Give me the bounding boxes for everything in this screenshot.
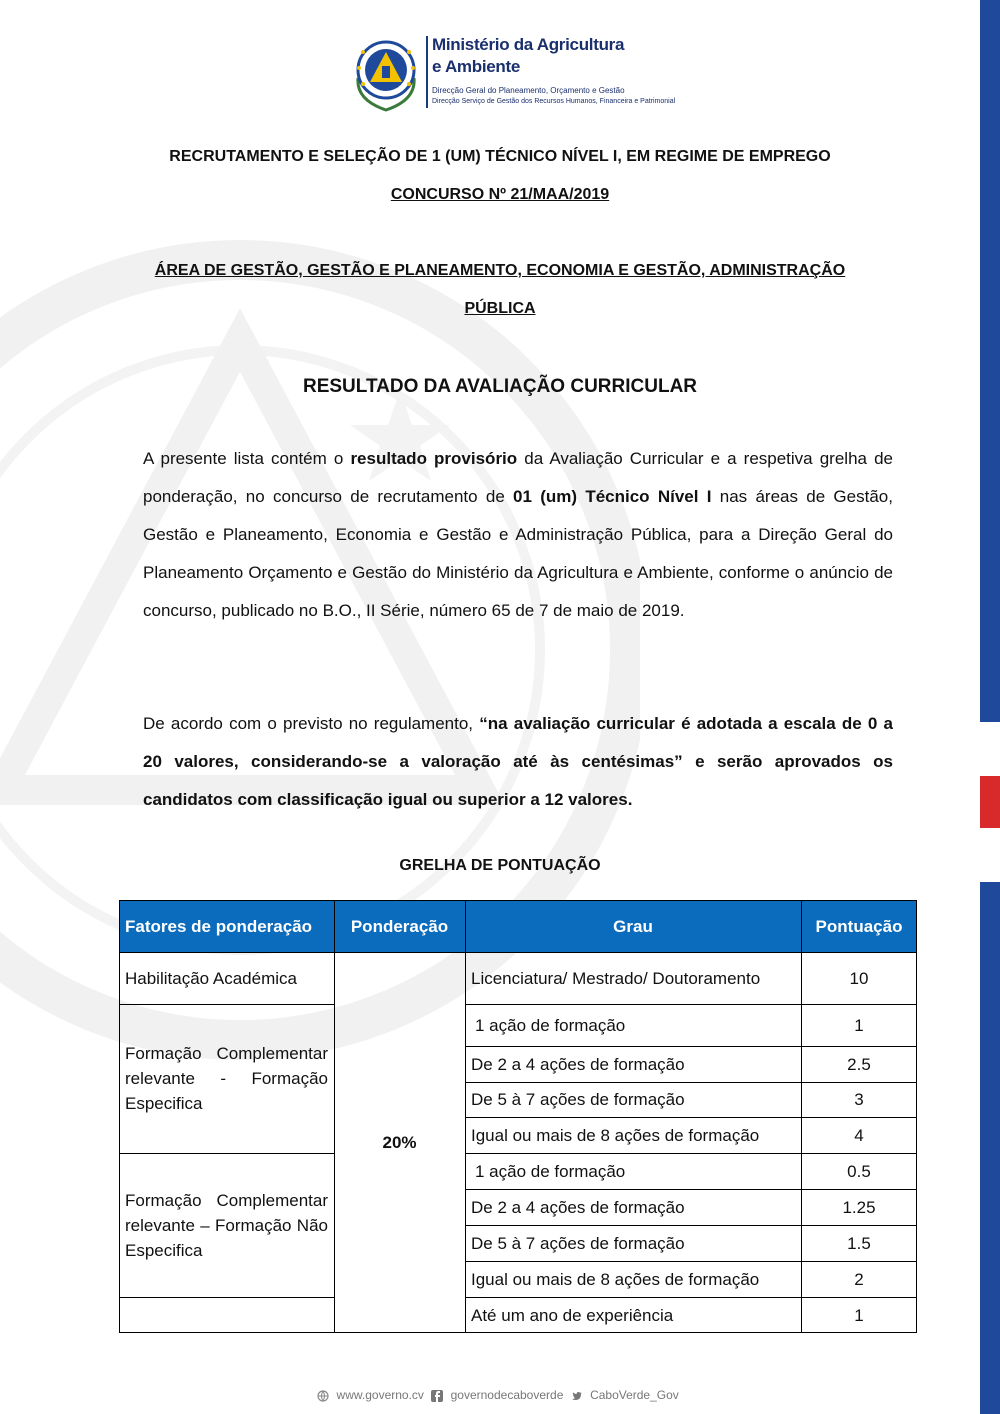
score-row-5: 4 xyxy=(854,1125,864,1145)
grid-line xyxy=(465,1046,917,1047)
regulation-paragraph: De acordo com o previsto no regulamento, “na avaliação curricular é adotada a escala de 0 a 20 valores, considerando-se a valoração até às centésimas” e serão aprovados os candidatos com classificação igual ou superior a 12 valores. xyxy=(143,714,893,809)
factor-experience xyxy=(119,1297,334,1333)
grid-line xyxy=(119,1004,334,1005)
grade-row-10: Até um ano de experiência xyxy=(471,1305,674,1325)
header-weight: Ponderação xyxy=(334,900,465,952)
area-title-line-2: PÚBLICA xyxy=(464,300,536,317)
score-row-2: 1 xyxy=(854,1015,864,1035)
score-row-8: 1.5 xyxy=(847,1233,871,1253)
grid-line xyxy=(465,1117,917,1118)
department-line-2: Direcção Serviço de Gestão dos Recursos Humanos, Financeira e Patrimonial xyxy=(432,98,676,105)
grade-row-7: De 2 a 4 ações de formação xyxy=(471,1197,685,1217)
footer-links xyxy=(0,1388,1000,1402)
grid-line xyxy=(119,1332,917,1333)
grade-row-3: De 2 a 4 ações de formação xyxy=(471,1054,685,1074)
globe-icon xyxy=(317,1390,329,1402)
header-score: Pontuação xyxy=(801,900,917,952)
side-bar-red xyxy=(980,776,1000,828)
side-bar-blue-bottom xyxy=(980,882,1000,1414)
grid-line xyxy=(119,952,917,953)
score-row-4: 3 xyxy=(854,1090,864,1109)
score-row-10: 1 xyxy=(854,1305,864,1325)
coat-of-arms-icon xyxy=(350,30,422,112)
score-row-9: 2 xyxy=(854,1269,864,1289)
grade-row-6: 1 ação de formação xyxy=(475,1161,626,1181)
grid-line xyxy=(334,900,335,1333)
grade-row-9: Igual ou mais de 8 ações de formação xyxy=(471,1269,760,1289)
ministry-logo xyxy=(350,30,690,120)
grid-line xyxy=(465,1297,917,1298)
score-row-1: 10 xyxy=(849,968,869,988)
grid-title: GRELHA DE PONTUAÇÃO xyxy=(399,857,601,874)
factor-nonspecific-training: Formação Complementar relevante – Formação Não Especifica xyxy=(125,1190,328,1260)
grade-row-5: Igual ou mais de 8 ações de formação xyxy=(471,1125,760,1145)
grade-row-4: De 5 à 7 ações de formação xyxy=(471,1090,685,1109)
website-link[interactable]: www.governo.cv xyxy=(336,1388,424,1402)
score-row-6: 0.5 xyxy=(847,1161,871,1181)
grid-line xyxy=(119,900,120,1333)
facebook-link[interactable]: governodecaboverde xyxy=(450,1388,564,1402)
header-factors: Fatores de ponderação xyxy=(119,900,334,952)
score-row-3: 2.5 xyxy=(847,1054,871,1074)
contest-number: CONCURSO Nº 21/MAA/2019 xyxy=(390,186,610,203)
grid-line xyxy=(465,1004,917,1005)
twitter-icon xyxy=(571,1390,583,1402)
grid-line xyxy=(119,1153,334,1154)
header-grade: Grau xyxy=(465,900,801,952)
twitter-link[interactable]: CaboVerde_Gov xyxy=(590,1388,679,1402)
scoring-table xyxy=(119,900,917,1333)
grid-line xyxy=(119,900,917,901)
side-bar-blue-top xyxy=(980,0,1000,722)
recruitment-title: RECRUTAMENTO E SELEÇÃO DE 1 (UM) TÉCNICO NÍVEL I, EM REGIME DE EMPREGO xyxy=(169,148,831,165)
result-heading: RESULTADO DA AVALIAÇÃO CURRICULAR xyxy=(302,376,698,397)
grid-line xyxy=(465,1225,917,1226)
factor-academic: Habilitação Académica xyxy=(125,968,297,988)
grade-row-1: Licenciatura/ Mestrado/ Doutoramento xyxy=(471,968,761,988)
grid-line xyxy=(465,1153,917,1154)
ministry-name: Ministério da Agricultura e Ambiente xyxy=(432,35,625,76)
grid-line xyxy=(465,1261,917,1262)
grade-row-2: 1 ação de formação xyxy=(475,1015,626,1035)
weight-value: 20% xyxy=(382,1133,417,1152)
grid-line xyxy=(119,1297,334,1298)
intro-paragraph: A presente lista contém o resultado provisório da Avaliação Curricular e a respetiva grelha de ponderação, no concurso de recrutamento de 01 (um) Técnico Nível I nas áreas de Gestão, Gestão e Planeamento, Economia e Gestão e Administração Pública, para a Direção Geral do Planeamento Orçamento e Gestão do Ministério da Agricultura e Ambiente, conforme o anúncio de concurso, publicado no B.O., II Série, número 65 de 7 de maio de 2019. xyxy=(143,449,893,620)
logo-divider xyxy=(426,36,428,108)
grid-line xyxy=(465,1082,917,1083)
department-line-1: Direcção Geral do Planeamento, Orçamento e Gestão xyxy=(432,86,625,95)
grid-line xyxy=(465,1189,917,1190)
facebook-icon xyxy=(431,1390,443,1402)
area-title-line-1: ÁREA DE GESTÃO, GESTÃO E PLANEAMENTO, ECONOMIA E GESTÃO, ADMINISTRAÇÃO xyxy=(154,262,846,279)
score-row-7: 1.25 xyxy=(842,1197,876,1217)
factor-specific-training: Formação Complementar relevante - Formação Especifica xyxy=(125,1044,328,1113)
grade-row-8: De 5 à 7 ações de formação xyxy=(471,1233,685,1253)
